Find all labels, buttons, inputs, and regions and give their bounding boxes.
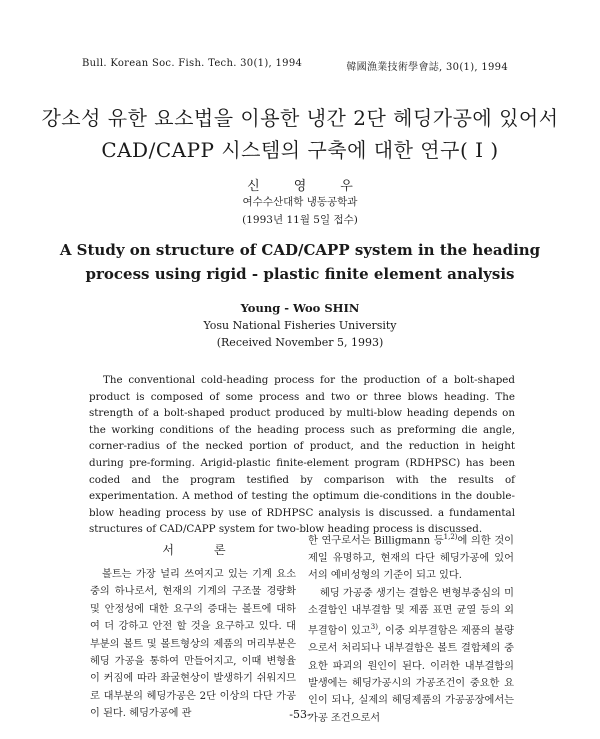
body-text-left-column: 볼트는 가장 널리 쓰여지고 있는 기계 요소중의 하나로서, 현재의 기계의 구조물 경량화 및 안정성에 대한 요구의 증대는 볼트에 대하여 더 강하고 안전 할 것을 요구하고 있다. 대부분의 볼트 및 볼트형상의 제품의 머리부분은 헤딩 가공을 통하여 만들어지고, 이때 변형율이 커짐에 따라 좌굴현상이 발생하기 쉬워지므로 대부분의 헤딩가공은 2단 이상의 다단 가공이 된다. 헤딩가공에 관 bbox=[90, 569, 296, 720]
paragraph-text: 한 연구로서는 Billigmann 등 bbox=[308, 535, 444, 547]
citation-superscript: 3) bbox=[370, 623, 378, 632]
korean-author: 신영우 bbox=[247, 179, 387, 194]
abstract: The conventional cold-heading process for the production of a bolt-shaped product is composed of some process and two or three blows heading. The strength of a bolt-shaped product produced by multi-blow heading depends on the working conditions of the heading process such as preforming die angle, corner-radius of the necked portion of product, and the reduction in height during pre-forming. Arigid-plastic finite-element program (RDHPSC) has been coded and the program testified by comparison with the results of experimentation. A method of testing the optimum die-conditions in the double-blow heading process by use of RDHPSC analysis is discussed. a fundamental structures of CAD/CAPP system for two-blow heading process is discussed. bbox=[89, 374, 515, 536]
english-author: Young - Woo SHIN bbox=[240, 301, 360, 315]
journal-header-right: 韓國漁業技術學會誌, 30(1), 1994 bbox=[346, 62, 508, 73]
english-affiliation: Yosu National Fisheries University bbox=[203, 319, 397, 332]
page-number: -53- bbox=[289, 708, 311, 721]
body-text-right-column bbox=[308, 529, 514, 727]
korean-title-line1: 강소성 유한 요소법을 이용한 냉간 2단 헤딩가공에 있어서 bbox=[41, 106, 559, 130]
journal-header-left: Bull. Korean Soc. Fish. Tech. 30(1), 1994 bbox=[82, 58, 303, 69]
paragraph-text: , 이중 외부결함은 제품의 불량으로서 처리되나 내부결함은 볼트 결합체의 중요한 파괴의 원인이 된다. 이러한 내부결함의 발생에는 헤딩가공시의 가공조건이 중요한 요인이 되나, 실제의 헤딩제품의 가공공장에서는 가공 조건으로서 bbox=[308, 625, 514, 724]
english-title-line1: A Study on structure of CAD/CAPP system in the heading bbox=[59, 241, 541, 259]
right-column-paragraph-1 bbox=[308, 529, 514, 585]
citation-superscript: 1,2) bbox=[443, 533, 458, 541]
korean-affiliation: 여수수산대학 냉동공학과 bbox=[242, 196, 358, 208]
paragraph-text: 에 의한 것이 제일 유명하고, 현재의 다단 헤딩가공에 있어서의 예비성형의 기준이 되고 있다. bbox=[308, 535, 515, 582]
right-column-paragraph-2 bbox=[308, 585, 514, 728]
korean-received-date: (1993년 11월 5일 접수) bbox=[242, 214, 358, 226]
english-title bbox=[0, 238, 600, 286]
section-heading-introduction: 서론 bbox=[162, 543, 266, 557]
english-received-date: (Received November 5, 1993) bbox=[216, 336, 384, 349]
english-title-line2: process using rigid - plastic finite element analysis bbox=[85, 265, 515, 283]
korean-title-line2: CAD/CAPP 시스템의 구축에 대한 연구( I ) bbox=[101, 138, 499, 162]
paragraph-text: 헤딩 가공중 생기는 결함은 변형부중심의 미소결함인 내부결함 및 제품 표면 균열 등의 외부결함이 있고 bbox=[308, 587, 514, 637]
korean-title bbox=[0, 102, 600, 166]
